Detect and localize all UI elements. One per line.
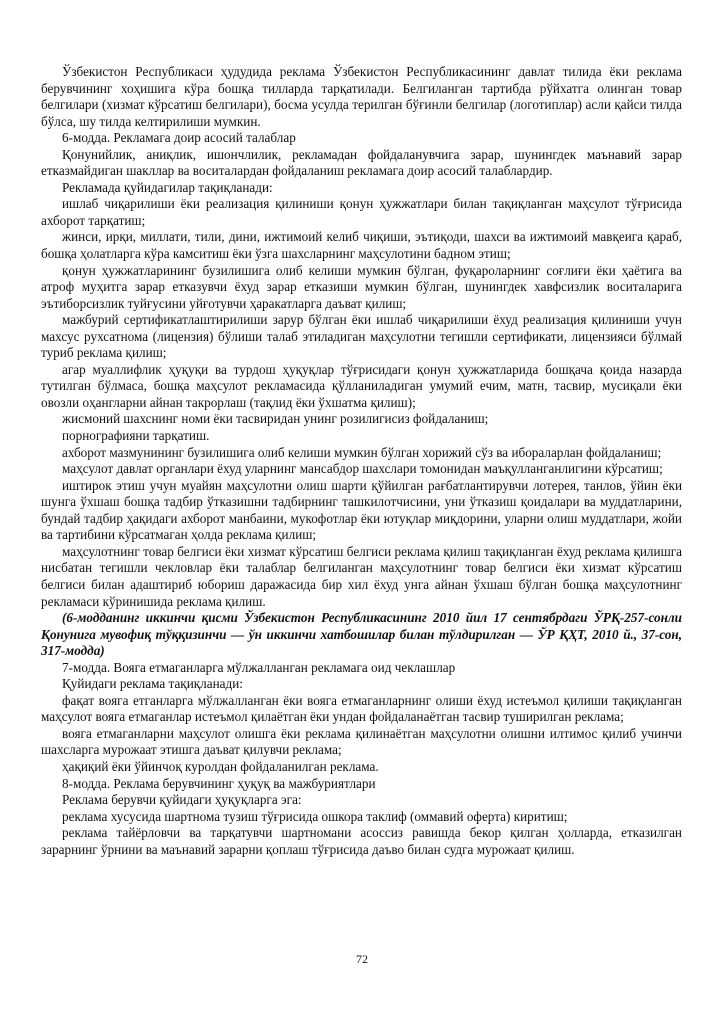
list-item-harmful-actions: қонун ҳужжатларининг бузилишига олиб келиши мумкин бўлган, фуқароларнинг соғлиғи ёки ҳаётига ва атроф муҳитга зарар етказувчи ёхуд зарар етказиши мумкин бўлган, шунингдек хавфсизлик воситаларига эътиборсизлик туйғусини уйғотувчи ҳаракатларга даъват қилиш; bbox=[41, 262, 682, 311]
list-item-personal-image: жисмоний шахснинг номи ёки тасвиридан унинг розилигисиз фойдаланиш; bbox=[62, 411, 489, 427]
paragraph-advertiser-rights-intro: Реклама берувчи қуйидаги ҳуқуқларга эга: bbox=[62, 792, 302, 808]
list-item-uncertified-products: мажбурий сертификатлаштирилиши зарур бўлган ёки ишлаб чиқарилиши ёхуд реализация қилиниши учун махсус рухсатнома (лицензия) бўлиши талаб этиладиган маҳсулотни тегишли сертификати, лицензияси бўлмай туриб реклама қилиш; bbox=[41, 312, 682, 361]
list-item-foreign-words: ахборот мазмунининг бузилишига олиб келиши мумкин бўлган хорижий сўз ва ибораларлан фойдаланиш; bbox=[62, 444, 662, 460]
paragraph-prohibited-intro: Рекламада қуйидагилар тақиқланади: bbox=[62, 179, 273, 195]
paragraph-minors-prohibited-intro: Қуйидаги реклама тақиқланади: bbox=[62, 676, 243, 692]
list-item-trademark: маҳсулотнинг товар белгиси ёки хизмат кўрсатиш белгиси реклама қилиш тақиқланган ёхуд реклама қилишга нисбатан тегишли чекловлар ёки талаблар белгиланган маҳсулотнинг товар белгиси ёки хизмат кўрсатиш белгиси билан адаштириб юбориш даражасида бир хил ёхуд унга айнан ўхшаш бўлган бошқа маҳсулотнинг рекламаси кўринишида реклама қилиш. bbox=[41, 543, 682, 609]
list-item-pornography: порнографияни тарқатиш. bbox=[62, 428, 210, 444]
list-item-state-approval: маҳсулот давлат органлари ёхуд уларнинг мансабдор шахслари томонидан маъқулланганлигини кўрсатиш; bbox=[62, 461, 663, 477]
list-item-public-offer: реклама хусусида шартнома тузиш тўғрисида ошкора таклиф (оммавий оферта) киритиш; bbox=[62, 808, 568, 824]
paragraph-main-requirements: Қонунийлик, аниқлик, ишончлилик, рекламадан фойдаланувчига зарар, шунингдек маънавий зарар етказмайдиган шакллар ва воситалардан фойдаланиш рекламага доир асосий талаблардир. bbox=[41, 146, 682, 179]
list-item-prohibited-products: ишлаб чиқарилиши ёки реализация қилиниши қонун ҳужжатлари билан тақиқланган маҳсулот тўғрисида ахборот тарқатиш; bbox=[41, 196, 682, 228]
list-item-adult-products: фақат вояга етганларга мўлжалланган ёки вояга етмаганларнинг олиши ёхуд истеъмол қилиши тақиқланган маҳсулот вояга етмаганлар истеъмол қилаётган ёки ундан фойдаланаётган тасвир туширилган реклама; bbox=[41, 692, 682, 725]
list-item-discrimination: жинси, ирқи, миллати, тили, дини, ижтимоий келиб чиқиши, эътиқоди, шахси ва ижтимоий мавқеига қараб, бошқа ҳолатларга кўра камситиш ёки ўзга шахсларнинг маҳсулотини бадном этиш; bbox=[41, 229, 682, 262]
paragraph-language-of-advertising: Ўзбекистон Республикаси ҳудудида реклама Ўзбекистон Республикасининг давлат тилида ёки реклама берувчининг хоҳишига кўра бошқа тилларда тарқатилади. Белгиланган тартибда рўйхатга олинган товар белгилари (хизмат кўрсатиш белгилари), босма усулда терилган бўғинли белгилар (логотиплар) асли қайси тилда бўлса, шу тилда келтирилиши мумкин. bbox=[41, 64, 682, 129]
article-8-heading: 8-модда. Реклама берувчининг ҳуқуқ ва мажбуриятлари bbox=[62, 775, 376, 791]
article-7-heading: 7-модда. Вояга етмаганларга мўлжалланган рекламага оид чеклашлар bbox=[62, 659, 456, 675]
list-item-lottery: иштирок этиш учун муайян маҳсулотни олиш шарти қўйилган рағбатлантирувчи лотерея, танлов, ўйин ёки шунга ўхшаш бошқа тадбир ўтказишни тадбирнинг ташкилотчисини, уни ўтказиш қоидалари ва муддатларини, бундай тадбир ҳақидаги ахборот манбаини, мукофотлар ёки ютуқлар миқдорини, уларни олиш муддатлари, жойи ва тартибини кўрсатмаган ҳолда реклама қилиш; bbox=[41, 477, 682, 543]
list-item-weapons: ҳақиқий ёки ўйинчоқ куролдан фойдаланилган реклама. bbox=[62, 758, 379, 774]
list-item-minors-appeal: вояга етмаганларни маҳсулот олишга ёки реклама қилинаётган маҳсулотни олишни илтимос қилиб учинчи шахсларга мурожаат этишга даъват қилувчи реклама; bbox=[41, 725, 682, 758]
list-item-copying: агар муаллифлик ҳуқуқи ва турдош ҳуқуқлар тўғрисидаги қонун ҳужжатларида бошқача қоида назарда тутилган бўлмаса, бошқа маҳсулот рекламасида қўлланиладиган умумий ечим, матн, тасвир, мусиқали ёки овозли оҳангларни айнан такрорлаш (тақлид ёки ўхшатма қилиш); bbox=[41, 361, 682, 410]
article-6-heading: 6-модда. Рекламага доир асосий талаблар bbox=[62, 130, 296, 146]
list-item-court-claim: реклама тайёрловчи ва тарқатувчи шартномани асоссиз равишда бекор қилган ҳолларда, етказилган зарарнинг ўрнини ва маънавий зарарни қоплаш тўғрисида даъво билан судга мурожаат қилиш. bbox=[41, 825, 682, 857]
document-body bbox=[41, 64, 682, 858]
page-number: 72 bbox=[356, 952, 368, 966]
amendment-note: (6-модданинг иккинчи қисми Ўзбекистон Республикасининг 2010 йил 17 сентябрдаги ЎРҚ-257-сонли Қонунига мувофиқ тўққизинчи — ўн иккинчи хатбошилар билан тўлдирилган — ЎР ҚҲТ, 2010 й., 37-сон, 317-модда) bbox=[41, 610, 682, 659]
